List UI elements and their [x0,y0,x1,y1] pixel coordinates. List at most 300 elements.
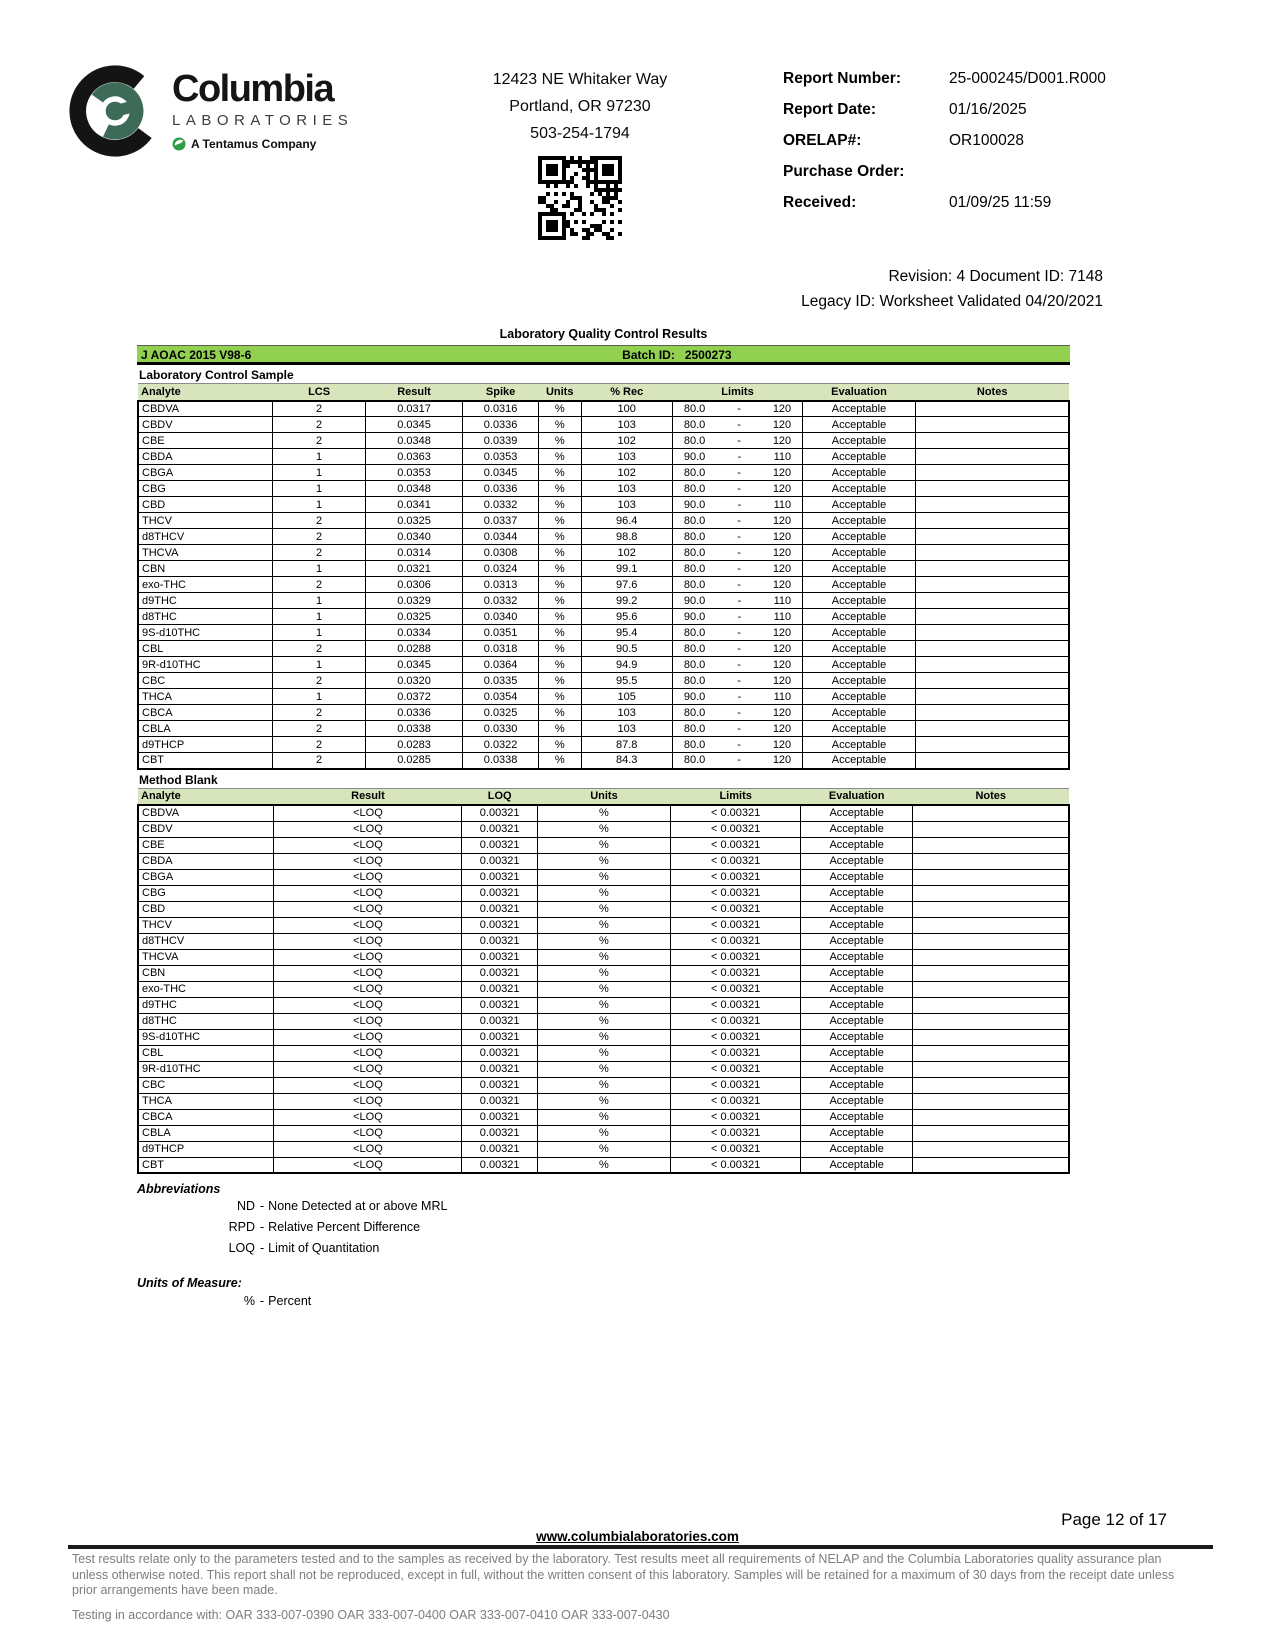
notes-cell [915,625,1069,641]
limits-cell [672,433,802,449]
evaluation-cell: Acceptable [801,885,913,901]
lcs-table-row [138,465,1069,481]
result-cell: <LOQ [274,1045,462,1061]
units-cell: % [538,545,581,561]
result-cell: <LOQ [274,1093,462,1109]
lab-address-block [418,66,742,245]
loq-cell: 0.00321 [462,1109,537,1125]
units-cell: % [538,481,581,497]
spike-cell: 0.0316 [463,401,538,417]
units-cell: % [538,577,581,593]
limits-cell [672,561,802,577]
mb-table-row [138,869,1069,885]
notes-cell [913,1109,1069,1125]
limit-separator: - [737,546,741,559]
analyte-cell: d8THC [138,609,273,625]
notes-cell [913,1157,1069,1173]
limits-cell: < 0.00321 [671,1077,801,1093]
mb-table-row [138,1109,1069,1125]
mb-table-row [138,901,1069,917]
footer-divider [68,1545,1213,1549]
received-label: Received: [783,194,857,211]
units-cell: % [537,1093,670,1109]
spike-cell: 0.0324 [463,561,538,577]
limits-cell: < 0.00321 [671,853,801,869]
limits-range [676,531,799,543]
analyte-cell: 9R-d10THC [138,657,273,673]
evaluation-cell: Acceptable [803,577,916,593]
evaluation-cell: Acceptable [803,721,916,737]
spike-cell: 0.0313 [463,577,538,593]
limit-high: 120 [772,434,792,447]
loq-cell: 0.00321 [462,821,537,837]
limit-low: 80.0 [683,482,706,495]
limits-cell [672,673,802,689]
limit-high: 120 [772,562,792,575]
abbr-definition: Limit of Quantitation [268,1241,380,1255]
evaluation-cell: Acceptable [801,1029,913,1045]
column-header: % Rec [581,384,672,401]
units-of-measure-block [137,1276,1070,1312]
result-cell: <LOQ [274,853,462,869]
limits-range [676,611,799,623]
result-cell: 0.0372 [365,689,463,705]
limit-separator: - [737,610,742,623]
notes-cell [913,885,1069,901]
limits-cell [672,401,802,417]
evaluation-cell: Acceptable [801,1109,913,1125]
mb-table-row [138,917,1069,933]
abbr-definition: Relative Percent Difference [268,1220,421,1234]
revision-line: Revision: 4 Document ID: 7148 [888,268,1103,285]
limits-cell [672,737,802,753]
result-cell: 0.0288 [365,641,463,657]
evaluation-cell: Acceptable [801,1045,913,1061]
limits-cell: < 0.00321 [671,1061,801,1077]
analyte-cell: CBL [138,641,273,657]
evaluation-cell: Acceptable [803,401,916,417]
limits-cell: < 0.00321 [671,805,801,821]
percent-rec-cell: 105 [581,689,672,705]
mb-table-row [138,965,1069,981]
analyte-cell: CBD [138,901,274,917]
result-cell: 0.0325 [365,609,463,625]
result-cell: <LOQ [274,933,462,949]
notes-cell [915,481,1069,497]
logo-tagline [172,137,353,151]
lcs-level-cell: 1 [273,593,365,609]
lcs-table-row [138,593,1069,609]
limits-range [676,739,799,751]
limit-separator: - [737,674,741,687]
limits-range [676,659,799,671]
evaluation-cell: Acceptable [803,449,916,465]
analyte-cell: exo-THC [138,577,273,593]
notes-cell [915,657,1069,673]
spike-cell: 0.0308 [463,545,538,561]
units-cell: % [537,1109,670,1125]
lcs-level-cell: 1 [273,657,365,673]
qr-code [418,156,742,245]
loq-cell: 0.00321 [462,997,537,1013]
percent-rec-cell: 103 [581,449,672,465]
limits-cell: < 0.00321 [671,1029,801,1045]
limits-cell: < 0.00321 [671,965,801,981]
result-cell: <LOQ [274,1109,462,1125]
column-header: Result [365,384,463,401]
result-cell: 0.0353 [365,465,463,481]
lcs-table-row [138,401,1069,417]
units-cell: % [538,721,581,737]
limits-range [676,467,799,479]
result-cell: <LOQ [274,965,462,981]
loq-cell: 0.00321 [462,1141,537,1157]
spike-cell: 0.0332 [463,497,538,513]
report-date-value: 01/16/2025 [949,101,1027,118]
result-cell: <LOQ [274,981,462,997]
units-cell: % [537,997,670,1013]
mb-table-row [138,933,1069,949]
notes-cell [913,837,1069,853]
result-cell: 0.0320 [365,673,463,689]
lcs-level-cell: 2 [273,401,365,417]
result-cell: 0.0341 [365,497,463,513]
lcs-section-label: Laboratory Control Sample [139,368,294,382]
units-cell: % [538,609,581,625]
notes-cell [913,981,1069,997]
percent-rec-cell: 103 [581,705,672,721]
limits-range [676,723,799,735]
limits-cell: < 0.00321 [671,1013,801,1029]
limits-cell: < 0.00321 [671,981,801,997]
limit-separator: - [737,754,741,767]
result-cell: <LOQ [274,1061,462,1077]
website-link[interactable]: www.columbialaboratories.com [536,1529,739,1544]
limits-cell: < 0.00321 [671,997,801,1013]
notes-cell [915,433,1069,449]
analyte-cell: CBDA [138,449,273,465]
report-meta-row [783,194,1106,212]
percent-rec-cell: 84.3 [581,753,672,769]
percent-rec-cell: 94.9 [581,657,672,673]
limits-range [676,595,799,607]
result-cell: <LOQ [274,1141,462,1157]
notes-cell [913,949,1069,965]
page-number: Page 12 of 17 [1061,1510,1167,1529]
limit-high: 120 [772,418,792,431]
evaluation-cell: Acceptable [803,625,916,641]
orelap-label: ORELAP#: [783,132,862,149]
limit-high: 120 [772,578,792,591]
column-header: Units [538,384,581,401]
lcs-table-row [138,577,1069,593]
loq-cell: 0.00321 [462,869,537,885]
analyte-cell: 9R-d10THC [138,1061,274,1077]
notes-cell [913,821,1069,837]
lcs-table-row [138,641,1069,657]
evaluation-cell: Acceptable [803,737,916,753]
columbia-logo-mark-icon [66,62,164,160]
analyte-cell: CBC [138,673,273,689]
lcs-level-cell: 1 [273,497,365,513]
analyte-cell: CBCA [138,705,273,721]
limits-cell [672,417,802,433]
analyte-cell: exo-THC [138,981,274,997]
notes-cell [915,513,1069,529]
loq-cell: 0.00321 [462,901,537,917]
address-city: Portland, OR 97230 [509,98,651,115]
abbr-separator: - [260,1241,265,1255]
analyte-cell: CBGA [138,465,273,481]
percent-rec-cell: 103 [581,417,672,433]
percent-rec-cell: 103 [581,481,672,497]
lcs-level-cell: 1 [273,561,365,577]
evaluation-cell: Acceptable [803,705,916,721]
address-phone: 503-254-1794 [530,125,630,142]
limit-separator: - [737,450,742,463]
loq-cell: 0.00321 [462,933,537,949]
evaluation-cell: Acceptable [801,1157,913,1173]
percent-rec-cell: 95.5 [581,673,672,689]
limit-low: 80.0 [683,578,706,591]
result-cell: 0.0340 [365,529,463,545]
percent-rec-cell: 97.6 [581,577,672,593]
result-cell: 0.0321 [365,561,463,577]
limit-high: 120 [772,546,792,559]
lcs-level-cell: 2 [273,529,365,545]
result-cell: 0.0325 [365,513,463,529]
disclaimer-text: Test results relate only to the parameters tested and to the samples as received by the laboratory. Test results meet all requirements of NELAP and the Columbia Laboratories quality assurance plan unless otherwise noted. This report shall not be reproduced, except in full, without the written consent of this laboratory. Samples will be retained for a maximum of 30 days from the receipt date unless prior arrangements have been made. [72,1552,1175,1597]
limits-cell: < 0.00321 [671,1141,801,1157]
units-cell: % [537,805,670,821]
units-cell: % [538,737,581,753]
lcs-table-row [138,657,1069,673]
result-cell: 0.0345 [365,657,463,673]
result-cell: 0.0338 [365,721,463,737]
lcs-level-cell: 2 [273,641,365,657]
percent-rec-cell: 99.1 [581,561,672,577]
units-cell: % [537,821,670,837]
limits-cell [672,625,802,641]
mb-table-row [138,1061,1069,1077]
limits-cell: < 0.00321 [671,1045,801,1061]
abbr-key: ND [236,1199,255,1213]
notes-cell [913,1013,1069,1029]
spike-cell: 0.0336 [463,481,538,497]
notes-cell [915,417,1069,433]
limit-separator: - [737,514,741,527]
limit-separator: - [737,530,741,543]
spike-cell: 0.0322 [463,737,538,753]
units-cell: % [537,949,670,965]
evaluation-cell: Acceptable [801,1013,913,1029]
evaluation-cell: Acceptable [803,689,916,705]
limit-low: 80.0 [683,658,706,671]
units-cell: % [538,465,581,481]
evaluation-cell: Acceptable [801,933,913,949]
limits-range [676,707,799,719]
evaluation-cell: Acceptable [801,949,913,965]
evaluation-cell: Acceptable [801,1061,913,1077]
limits-cell [672,481,802,497]
notes-cell [913,933,1069,949]
limit-separator: - [737,562,741,575]
column-header: Evaluation [801,788,913,805]
address-street: 12423 NE Whitaker Way [492,71,668,88]
mb-header-row [138,788,1069,805]
lcs-table-row [138,673,1069,689]
notes-cell [915,641,1069,657]
units-cell: % [537,981,670,997]
notes-cell [915,401,1069,417]
spike-cell: 0.0325 [463,705,538,721]
limits-cell [672,609,802,625]
limits-cell [672,641,802,657]
result-cell: 0.0334 [365,625,463,641]
units-cell: % [537,1029,670,1045]
analyte-cell: CBT [138,1157,274,1173]
limit-separator: - [737,738,741,751]
limit-low: 80.0 [683,402,706,415]
analyte-cell: THCA [138,1093,274,1109]
limits-range [676,754,799,766]
limits-cell: < 0.00321 [671,933,801,949]
limits-cell: < 0.00321 [671,885,801,901]
limit-separator: - [737,402,741,415]
notes-cell [915,609,1069,625]
mb-table-row [138,805,1069,821]
analyte-cell: 9S-d10THC [138,1029,274,1045]
limit-separator: - [737,498,742,511]
limits-range [676,403,799,415]
analyte-cell: CBE [138,837,274,853]
lcs-level-cell: 1 [273,481,365,497]
abbreviations-title: Abbreviations [137,1182,221,1196]
abbr-definition: None Detected at or above MRL [268,1199,448,1213]
limits-cell: < 0.00321 [671,869,801,885]
analyte-cell: d8THCV [138,933,274,949]
lcs-table-row [138,449,1069,465]
units-cell: % [537,837,670,853]
result-cell: <LOQ [274,1077,462,1093]
mb-table-row [138,821,1069,837]
notes-cell [915,577,1069,593]
limit-low: 80.0 [683,706,706,719]
mb-table-row [138,853,1069,869]
limit-high: 110 [773,498,792,511]
unit-item [137,1290,1070,1312]
units-cell: % [538,513,581,529]
loq-cell: 0.00321 [462,1093,537,1109]
limits-cell [672,689,802,705]
evaluation-cell: Acceptable [801,1093,913,1109]
analyte-cell: CBD [138,497,273,513]
spike-cell: 0.0354 [463,689,538,705]
method-blank-table [137,788,1070,1175]
limits-cell: < 0.00321 [671,1125,801,1141]
units-cell: % [537,901,670,917]
revision-block [801,264,1103,314]
limit-low: 80.0 [683,434,706,447]
percent-rec-cell: 95.6 [581,609,672,625]
analyte-cell: CBCA [138,1109,274,1125]
limits-range [676,675,799,687]
limits-range [676,547,799,559]
batch-bar [137,345,1070,365]
abbreviation-item [137,1217,1070,1238]
limit-low: 80.0 [683,722,706,735]
result-cell: 0.0336 [365,705,463,721]
limit-high: 120 [772,402,792,415]
column-header: Notes [913,788,1069,805]
mb-table-row [138,1013,1069,1029]
units-cell: % [537,853,670,869]
limit-high: 120 [772,738,792,751]
analyte-cell: CBL [138,1045,274,1061]
result-cell: 0.0345 [365,417,463,433]
limits-cell [672,513,802,529]
analyte-cell: CBG [138,885,274,901]
limit-high: 120 [772,722,792,735]
units-cell: % [537,869,670,885]
analyte-cell: CBDVA [138,805,274,821]
notes-cell [913,1029,1069,1045]
evaluation-cell: Acceptable [801,869,913,885]
column-header: Analyte [138,384,273,401]
result-cell: <LOQ [274,885,462,901]
units-cell: % [538,433,581,449]
percent-rec-cell: 95.4 [581,625,672,641]
result-cell: 0.0285 [365,753,463,769]
report-number-value: 25-000245/D001.R000 [949,70,1106,87]
lcs-level-cell: 2 [273,737,365,753]
result-cell: <LOQ [274,997,462,1013]
limits-cell [672,705,802,721]
loq-cell: 0.00321 [462,1077,537,1093]
tentamus-bird-icon [172,137,186,151]
units-cell: % [537,1125,670,1141]
column-header: Limits [671,788,801,805]
loq-cell: 0.00321 [462,1013,537,1029]
notes-cell [913,853,1069,869]
evaluation-cell: Acceptable [801,853,913,869]
evaluation-cell: Acceptable [803,545,916,561]
lcs-table-row [138,417,1069,433]
units-title: Units of Measure: [137,1276,242,1290]
lcs-level-cell: 1 [273,449,365,465]
evaluation-cell: Acceptable [803,561,916,577]
evaluation-cell: Acceptable [803,481,916,497]
lcs-table-row [138,721,1069,737]
lcs-table-row [138,737,1069,753]
lcs-level-cell: 2 [273,417,365,433]
result-cell: 0.0306 [365,577,463,593]
notes-cell [913,805,1069,821]
lcs-level-cell: 1 [273,609,365,625]
column-header: Notes [915,384,1069,401]
limit-separator: - [737,722,741,735]
notes-cell [913,1125,1069,1141]
limits-cell [672,497,802,513]
limit-low: 80.0 [683,754,706,767]
lcs-table-row [138,689,1069,705]
loq-cell: 0.00321 [462,949,537,965]
lcs-level-cell: 2 [273,705,365,721]
notes-cell [915,465,1069,481]
result-cell: 0.0348 [365,433,463,449]
testing-accordance-text: Testing in accordance with: OAR 333-007-0390 OAR 333-007-0400 OAR 333-007-0410 OAR 333-007-0430 [72,1607,670,1622]
evaluation-cell: Acceptable [801,997,913,1013]
